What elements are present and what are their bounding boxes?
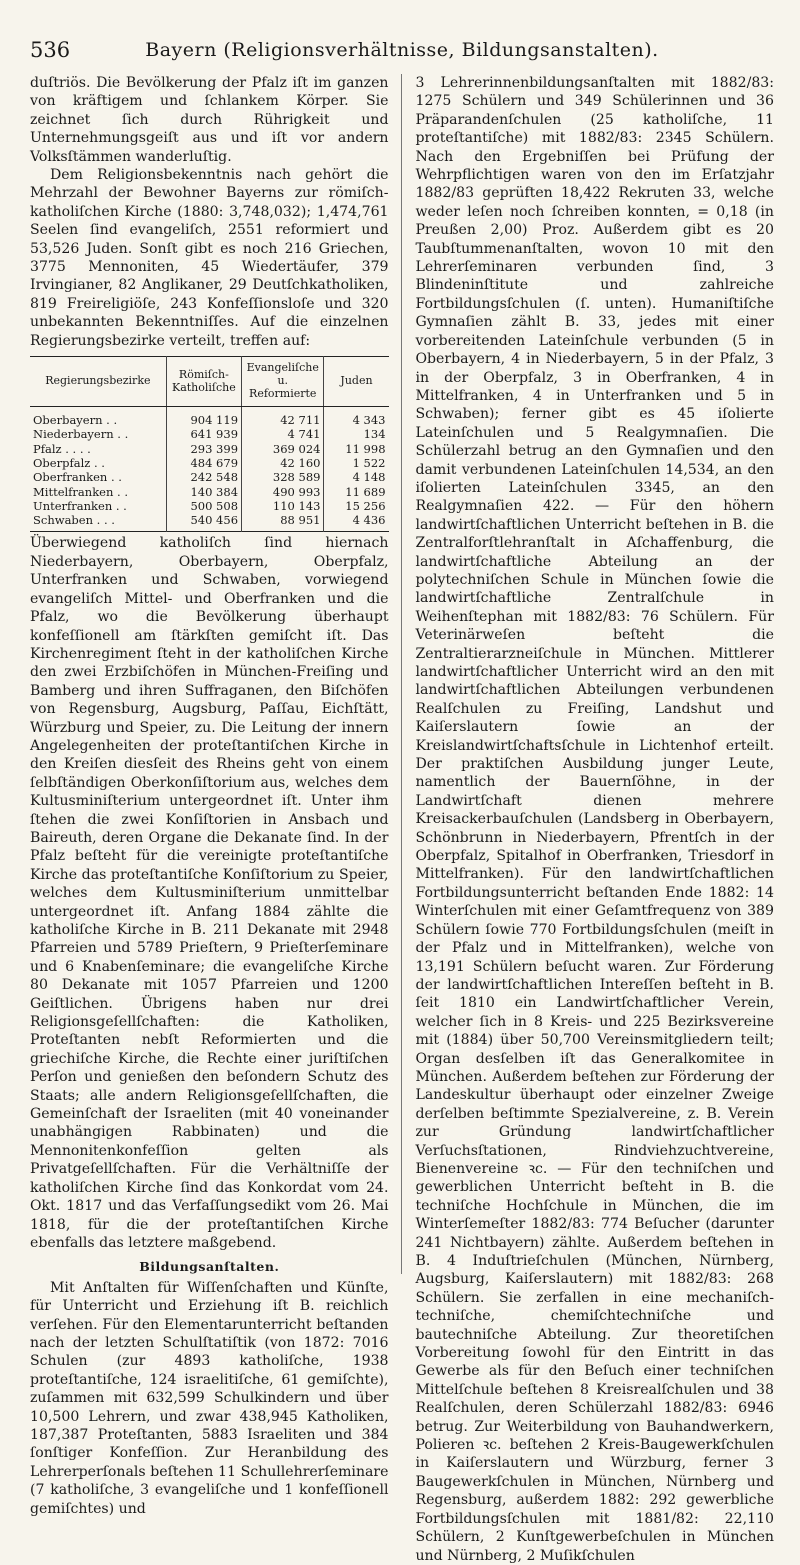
district-name: Oberbayern . . (33, 413, 118, 428)
right-column (415, 74, 774, 1564)
table-row (30, 470, 389, 484)
jews-cell: 4 148 (324, 470, 389, 484)
protestants-cell: 88 951 (242, 513, 324, 532)
district-name: Mittelfranken . . (33, 484, 128, 499)
table-header-row (30, 357, 389, 407)
text-columns (30, 74, 774, 1564)
paragraph-education: Mit Anſtalten für Wiſſenſchaften und Künſte, für Unterricht und Erziehung iſt B. reichlich verſehen. Für den Elementarunterricht beſtanden nach der letzten Schulſtatiſtik (von 1872: 7016 Schulen (zur 4893 katholiſche, 1938 proteſtantiſche, 124 israelitiſche, 61 gemiſchte), zuſammen mit 632,599 Schulkindern und über 10,500 Lehrern, und zwar 438,945 Katholiken, 187,387 Proteſtanten, 5883 Israeliten und 384 ſonſtiger Konfeſſion. Zur Heranbildung des Lehrerperſonals beſtehen 11 Schullehrerſeminare (7 katholiſche, 3 evangeliſche und 1 konfeſſionell gemiſchtes) und (30, 1279, 389, 1517)
catholics-cell: 641 939 (166, 427, 241, 441)
paragraph-church-governance: Überwiegend katholiſch ſind hiernach Niederbayern, Oberbayern, Oberpfalz, Unterfranken und Schwaben, vorwiegend evangeliſch Mittel- und Oberfranken und die Pfalz, wo die Bevölkerung überhaupt konfeſſionell am ſtärkſten gemiſcht iſt. Das Kirchenregiment ſteht in der katholiſchen Kirche den zwei Erzbiſchöfen in München-Freiſing und Bamberg und ihren Suffraganen, den Biſchöfen von Regensburg, Augsburg, Paſſau, Eichſtätt, Würzburg und Speier, zu. Die Leitung der innern Angelegenheiten der proteſtantiſchen Kirche in den Kreiſen diesſeit des Rheins geht von einem ſelbſtändigen Oberkonſiſtorium aus, welches dem Kultusminiſterium untergeordnet iſt. Unter ihm ſtehen die zwei Konſiſtorien in Ansbach und Baireuth, deren Organe die Dekanate ſind. In der Pfalz beſteht für die vereinigte proteſtantiſche Kirche das proteſtantiſche Konſiſtorium zu Speier, welches dem Kultusminiſterium unmittelbar untergeordnet iſt. Anfang 1884 zählte die katholiſche Kirche in B. 211 Dekanate mit 2948 Pfarreien und 5789 Prieſtern, 9 Prieſterſeminare und 6 Knabenſeminare; die evangeliſche Kirche 80 Dekanate mit 1057 Pfarreien und 1200 Geiſtlichen. Übrigens haben nur drei Religionsgeſellſchaften: die Katholiken, Proteſtanten nebſt Reformierten und die griechiſche Kirche, die Rechte einer juriſtiſchen Perſon und genießen den beſondern Schutz des Staats; alle andern Religionsgeſellſchaften, die Gemeinſchaft der Israeliten (mit 40 voneinander unabhängigen Rabbinaten) und die Mennonitenkonfeſſion gelten als Privatgeſellſchaften. Für die Verhältniſſe der katholiſchen Kirche ſind das Konkordat vom 24. Okt. 1817 und das Verfaſſungsedikt vom 26. Mai 1818, für die der proteſtantiſchen Kirche ebenfalls das letztere maßgebend. (30, 535, 389, 1251)
protestants-cell: 4 741 (242, 427, 324, 441)
jews-cell: 4 436 (324, 513, 389, 532)
protestants-cell: 369 024 (242, 442, 324, 456)
table-row (30, 499, 389, 513)
catholics-cell: 242 548 (166, 470, 241, 484)
table-row (30, 407, 389, 428)
running-title: Bayern (Religionsverhältnisse, Bildungsanstalten). (145, 39, 659, 61)
paragraph-schools: 3 Lehrerinnenbildungsanſtalten mit 1882/83: 1275 Schülern und 349 Schülerinnen und 36 Präparandenſchulen (25 katholiſche, 11 proteſtantiſche) mit 1882/83: 2345 Schülern. Nach den Ergebniſſen bei Prüfung der Wehrpflichtigen waren von den im Erſatzjahr 1882/83 geprüften 18,422 Rekruten 33, welche weder leſen noch ſchreiben konnten, = 0,18 (in Preußen 2,00) Proz. Außerdem gibt es 20 Taubſtummenanſtalten, wovon 10 mit den Lehrerſeminaren verbunden ſind, 3 Blindeninſtitute und zahlreiche Fortbildungsſchulen (ſ. unten). Humaniſtiſche Gymnaſien zählt B. 33, jedes mit einer vorbereitenden Lateinſchule verbunden (5 in Oberbayern, 4 in Niederbayern, 5 in der Pfalz, 3 in der Oberpfalz, 3 in Oberfranken, 4 in Mittelfranken, 4 in Unterfranken und 5 in Schwaben); ferner gibt es 45 iſolierte Lateinſchulen und 5 Realgymnaſien. Die Schülerzahl betrug an den Gymnaſien und den damit verbundenen Lateinſchulen 14,534, an den iſolierten Lateinſchulen 3345, an den Realgymnaſien 422. — Für den höhern landwirtſchaftlichen Unterricht beſtehen in B. die Zentralforſtlehranſtalt in Aſchaffenburg, die landwirtſchaftliche Abteilung an der polytechniſchen Schule in München ſowie die landwirtſchaftliche Zentralſchule in Weihenſtephan mit 1882/83: 76 Schülern. Für Veterinärweſen beſteht die Zentraltierarzneiſchule in München. Mittlerer landwirtſchaftlicher Unterricht wird an den mit landwirtſchaftlichen Abteilungen verbundenen Realſchulen zu Freiſing, Landshut und Kaiſerslautern ſowie an der Kreislandwirtſchaftsſchule in Lichtenhof erteilt. Der praktiſchen Ausbildung junger Leute, namentlich der Bauernſöhne, in der Landwirtſchaft dienen mehrere Kreisackerbauſchulen (Landsberg in Oberbayern, Schönbrunn in Niederbayern, Pfrentſch in der Oberpfalz, Spitalhof in Oberfranken, Triesdorf in Mittelfranken). Für den landwirtſchaftlichen Fortbildungsunterricht beſtanden Ende 1882: 14 Winterſchulen mit einer Geſamtfrequenz von 389 Schülern ſowie 770 Fortbildungsſchulen (meiſt in der Pfalz und in Mittelfranken), welche von 13,191 Schülern beſucht waren. Zur Förderung der landwirtſchaftlichen Intereſſen beſteht in B. ſeit 1810 ein Landwirtſchaftlicher Verein, welcher ſich in 8 Kreis- und 225 Bezirksvereine mit (1884) über 50,700 Vereinsmitgliedern teilt; Organ desſelben iſt das Generalkomitee in München. Außerdem beſtehen zur Förderung der Landeskultur überhaupt oder einzelner Zweige derſelben beſtimmte Spezialvereine, z. B. Verein zur Gründung landwirtſchaftlicher Verſuchsſtationen, Rindviehzuchtvereine, Bienenvereine ꝛc. — Für den techniſchen und gewerblichen Unterricht beſteht in B. die techniſche Hochſchule in München, die im Winterſemeſter 1882/83: 774 Beſucher (darunter 241 Nichtbayern) zählte. Außerdem beſtehen in B. 4 Induſtrieſchulen (München, Nürnberg, Augsburg, Kaiſerslautern) mit 1882/83: 268 Schülern. Sie zerfallen in eine mechaniſch-techniſche, chemiſchtechniſche und bautechniſche Abteilung. Zur theoretiſchen Vorbereitung ſowohl für den Eintritt in das Gewerbe als für den Beſuch einer techniſchen Mittelſchule beſtehen 8 Kreisrealſchulen und 38 Realſchulen, deren Schülerzahl 1882/83: 6946 betrug. Zur Weiterbildung von Bauhandwerkern, Polieren ꝛc. beſtehen 2 Kreis-Baugewerkſchulen in Kaiſerslautern und Würzburg, ferner 3 Baugewerkſchulen in München, Nürnberg und Regensburg, außerdem 1882: 292 gewerbliche Fortbildungsſchulen mit 1881/82: 22,110 Schülern, 2 Kunſtgewerbeſchulen in München und Nürnberg, 2 Muſikſchulen (415, 75, 774, 1564)
district-name: Pfalz . . . . (33, 441, 91, 456)
protestants-cell: 110 143 (242, 499, 324, 513)
catholics-cell: 293 399 (166, 442, 241, 456)
protestants-cell: 42 711 (242, 407, 324, 428)
table-row (30, 442, 389, 456)
district-name: Schwaben . . . (33, 513, 115, 528)
table-row (30, 427, 389, 441)
protestants-cell: 490 993 (242, 485, 324, 499)
district-name: Oberpfalz . . (33, 455, 105, 470)
section-heading: Bildungsanſtalten. (139, 1259, 280, 1275)
table-header-cell: Regierungsbezirke (30, 357, 166, 407)
religion-by-district-table (30, 356, 389, 532)
jews-cell: 11 998 (324, 442, 389, 456)
district-name: Unterfranken . . (33, 498, 127, 513)
table-header-cell: Juden (324, 357, 389, 407)
jews-cell: 1 522 (324, 456, 389, 470)
district-name: Niederbayern . . (33, 427, 129, 442)
table-header-cell: Römiſch-Katholiſche (166, 357, 241, 407)
table-row (30, 456, 389, 470)
jews-cell: 4 343 (324, 407, 389, 428)
catholics-cell: 540 456 (166, 513, 241, 532)
district-name: Oberfranken . . (33, 470, 122, 485)
left-column (30, 74, 389, 1517)
jews-cell: 15 256 (324, 499, 389, 513)
jews-cell: 11 689 (324, 485, 389, 499)
catholics-cell: 500 508 (166, 499, 241, 513)
table-header-cell: Evangeliſche u. Reformierte (242, 357, 324, 407)
jews-cell: 134 (324, 427, 389, 441)
page-number: 536 (30, 38, 71, 62)
paragraph-religion: Dem Religionsbekenntnis nach gehört die Mehrzahl der Bewohner Bayerns zur römiſch-katholiſchen Kirche (1880: 3,748,032); 1,474,761 Seelen ſind evangeliſch, 2551 reformiert und 53,526 Juden. Sonſt gibt es noch 216 Griechen, 3775 Mennoniten, 45 Wiedertäufer, 379 Irvingianer, 82 Anglikaner, 29 Deutſchkatholiken, 819 Freireligiöſe, 243 Konfeſſionsloſe und 320 unbekannten Bekenntniſſes. Auf die einzelnen Regierungsbezirke verteilt, treffen auf: (30, 167, 389, 349)
protestants-cell: 42 160 (242, 456, 324, 470)
table-row (30, 513, 389, 532)
page-header (30, 38, 774, 70)
column-divider (401, 74, 402, 1274)
catholics-cell: 140 384 (166, 485, 241, 499)
catholics-cell: 484 679 (166, 456, 241, 470)
table-row (30, 485, 389, 499)
protestants-cell: 328 589 (242, 470, 324, 484)
catholics-cell: 904 119 (166, 407, 241, 428)
paragraph-palatinate: duſtriös. Die Bevölkerung der Pfalz iſt im ganzen von kräftigem und ſchlankem Körper. Sie zeichnet ſich durch Rührigkeit und Unternehmungsgeiſt aus und iſt vor andern Volksſtämmen wanderluſtig. (30, 75, 389, 165)
